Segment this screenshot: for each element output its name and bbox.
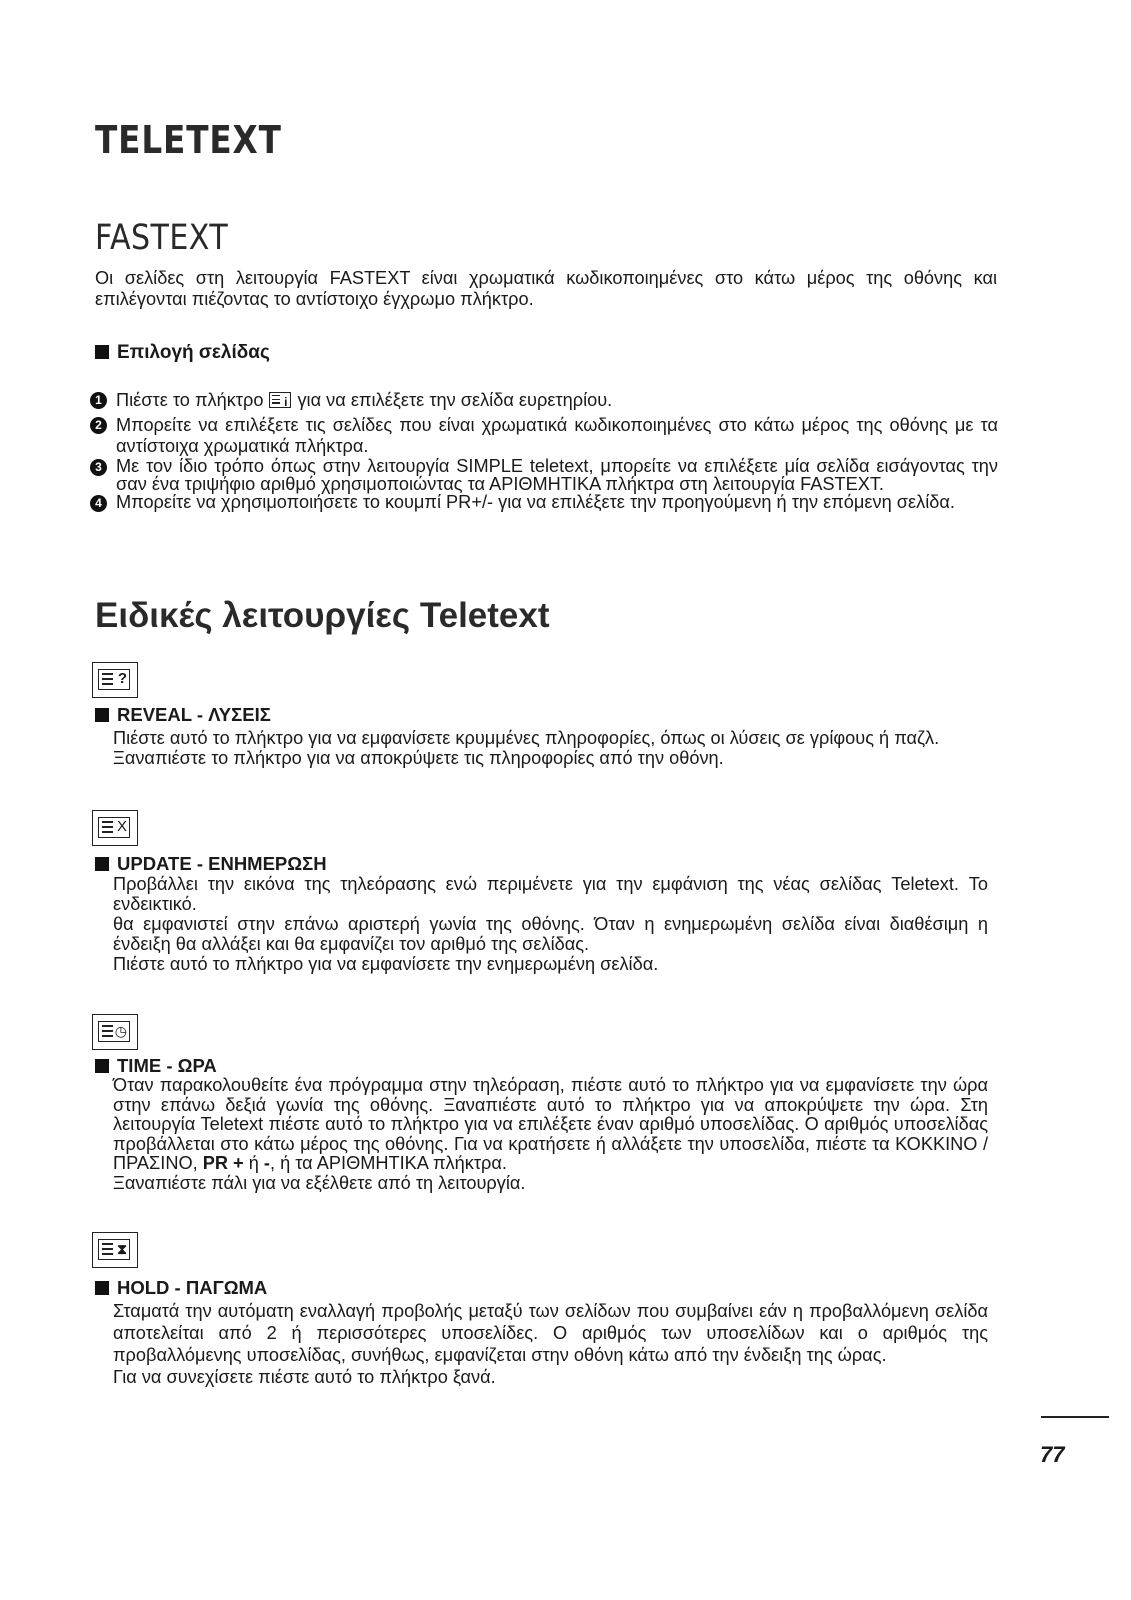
update-key-inner <box>98 817 130 838</box>
page-selection-label: Επιλογή σελίδας <box>117 342 270 363</box>
reveal-title-text: REVEAL - ΛΥΣΕΙΣ <box>117 704 271 725</box>
update-title <box>95 853 327 875</box>
page-selection-subheading <box>95 342 270 364</box>
hold-key-inner <box>98 1239 130 1260</box>
reveal-title <box>95 704 271 726</box>
fastext-heading: FASTEXT <box>95 218 229 258</box>
reveal-key-icon <box>92 662 138 698</box>
hold-title-text: HOLD - ΠΑΓΩΜΑ <box>117 1277 268 1298</box>
update-line-1: Προβάλλει την εικόνα της τηλεόρασης ενώ περιμένετε για την εμφάνιση της νέας σελίδας Teletext. Το ενδεικτικό. <box>113 874 988 914</box>
hold-line-2: Για να συνεχίσετε πιέστε αυτό το πλήκτρο ξανά. <box>113 1367 496 1387</box>
update-key-icon <box>92 810 138 846</box>
pr-plus-label: PR + <box>202 1153 244 1174</box>
step-number-3-icon: 3 <box>90 459 107 476</box>
update-line-2: θα εμφανιστεί στην επάνω αριστερή γωνία της οθόνης. Όταν η ενημερωμένη σελίδα είναι διαθέσιμη η ένδειξη θα αλλάξει και θα εμφανίζει τον αριθμό της σελίδας. <box>113 914 988 954</box>
fastext-intro: Οι σελίδες στη λειτουργία FASTEXT είναι χρωματικά κωδικοποιημένες στο κάτω μέρος της οθόνης και επιλέγονται πιέζοντας το αντίστοιχο έγχρωμο πλήκτρο. <box>95 268 997 309</box>
hold-line-1: Σταματά την αυτόματη εναλλαγή προβολής μεταξύ των σελίδων που συμβαίνει εάν η προβαλλόμενη σελίδα αποτελείται από 2 ή περισσότερες υποσελίδες. Ο αριθμός των υποσελίδων και ο αριθμός της προβαλλόμενης υποσελίδας, συνήθως, εμφανίζεται στην οθόνη κάτω από την ένδειξη της ώρας. <box>113 1301 988 1365</box>
step-number-2-icon: 2 <box>90 417 107 434</box>
update-description <box>113 874 988 974</box>
reveal-glyph: ? <box>117 670 127 687</box>
reveal-key-inner <box>98 669 130 690</box>
time-key-inner <box>98 1021 130 1042</box>
update-glyph: X <box>116 818 127 835</box>
hold-title <box>95 1277 267 1299</box>
time-glyph: ◷ <box>114 1023 127 1039</box>
hold-description <box>113 1300 988 1388</box>
step-3 <box>90 457 998 493</box>
reveal-description <box>113 728 988 768</box>
time-text-mid: ή <box>243 1153 264 1174</box>
time-key-icon <box>92 1014 138 1050</box>
time-title <box>95 1055 217 1077</box>
square-bullet-icon <box>95 1059 109 1073</box>
step-3-text: Με τον ίδιο τρόπο όπως στην λειτουργία SIMPLE teletext, μπορείτε να επιλέξετε μία σελίδα εισάγοντας την σαν ένα τριψήφιο αριθμό χρησιμοποιώντας τα ΑΡΙΘΜΗΤΙΚΑ πλήκτρα στη λειτουργία FASTEXT. <box>116 456 998 494</box>
step-number-1-icon: 1 <box>90 392 107 409</box>
step-4-text: Μπορείτε να χρησιμοποιήσετε το κουμπί PR+/- για να επιλέξετε την προηγούμενη ή την επόμενη σελίδα. <box>116 492 955 512</box>
step-1-text-after: για να επιλέξετε την σελίδα ευρετηρίου. <box>297 390 613 410</box>
square-bullet-icon <box>95 1281 109 1295</box>
step-1 <box>90 390 998 411</box>
pr-minus-label: - <box>263 1153 270 1174</box>
footer-rule <box>1041 1416 1109 1418</box>
step-2-text: Μπορείτε να επιλέξετε τις σελίδες που είναι χρωματικά κωδικοποιημένες στο κάτω μέρος της οθόνης με τα αντίστοιχα χρωματικά πλήκτρα. <box>116 415 998 456</box>
square-bullet-icon <box>95 708 109 722</box>
hold-key-icon <box>92 1232 138 1268</box>
step-1-text-before: Πιέστε το πλήκτρο <box>116 390 264 410</box>
time-text-after: , ή τα ΑΡΙΘΜΗΤΙΚΑ πλήκτρα. <box>269 1153 507 1174</box>
time-line-2: Ξαναπιέστε πάλι για να εξέλθετε από τη λειτουργία. <box>113 1172 526 1193</box>
time-description <box>113 1076 988 1194</box>
fastext-steps <box>90 390 998 512</box>
update-title-text: UPDATE - ΕΝΗΜΕΡΩΣΗ <box>117 853 327 874</box>
time-text-before: Όταν παρακολουθείτε ένα πρόγραμμα στην τηλεόραση, πιέστε αυτό το πλήκτρο για να εμφανίσετε την ώρα στην επάνω δεξιά γωνία της οθόνης. Ξαναπιέστε αυτό το πλήκτρο για να αποκρύψετε την ώρα. Στη λειτουργία Teletext πιέστε αυτό το πλήκτρο για να επιλέξετε έναν αριθμό υποσελίδας. Ο αριθμός υποσελίδας προβάλλεται στο κάτω μέρος της οθόνης. Για να κρατήσετε ή αλλάξετε την υποσελίδα, πιέστε τα ΚΟΚΚΙΝΟ / ΠΡΑΣΙΝΟ, <box>113 1075 988 1174</box>
step-4 <box>90 493 998 512</box>
page-title: TELETEXT <box>95 118 282 162</box>
square-bullet-icon <box>95 345 109 359</box>
reveal-line-2: Ξαναπιέστε το πλήκτρο για να αποκρύψετε τις πληροφορίες από την οθόνη. <box>113 748 724 768</box>
step-number-4-icon: 4 <box>90 495 107 512</box>
hold-glyph: ⧗ <box>117 1241 127 1257</box>
step-2 <box>90 415 998 457</box>
update-line-3: Πιέστε αυτό το πλήκτρο για να εμφανίσετε την ενημερωμένη σελίδα. <box>113 954 659 974</box>
special-functions-heading: Ειδικές λειτουργίες Teletext <box>95 596 550 635</box>
reveal-line-1: Πιέστε αυτό το πλήκτρο για να εμφανίσετε κρυμμένες πληροφορίες, όπως οι λύσεις σε γρίφους ή παζλ. <box>113 728 940 748</box>
time-title-text: TIME - ΩΡΑ <box>117 1055 217 1076</box>
index-key-icon: i <box>269 392 291 408</box>
page-number: 77 <box>1040 1442 1065 1467</box>
square-bullet-icon <box>95 857 109 871</box>
time-line-1 <box>113 1076 988 1174</box>
